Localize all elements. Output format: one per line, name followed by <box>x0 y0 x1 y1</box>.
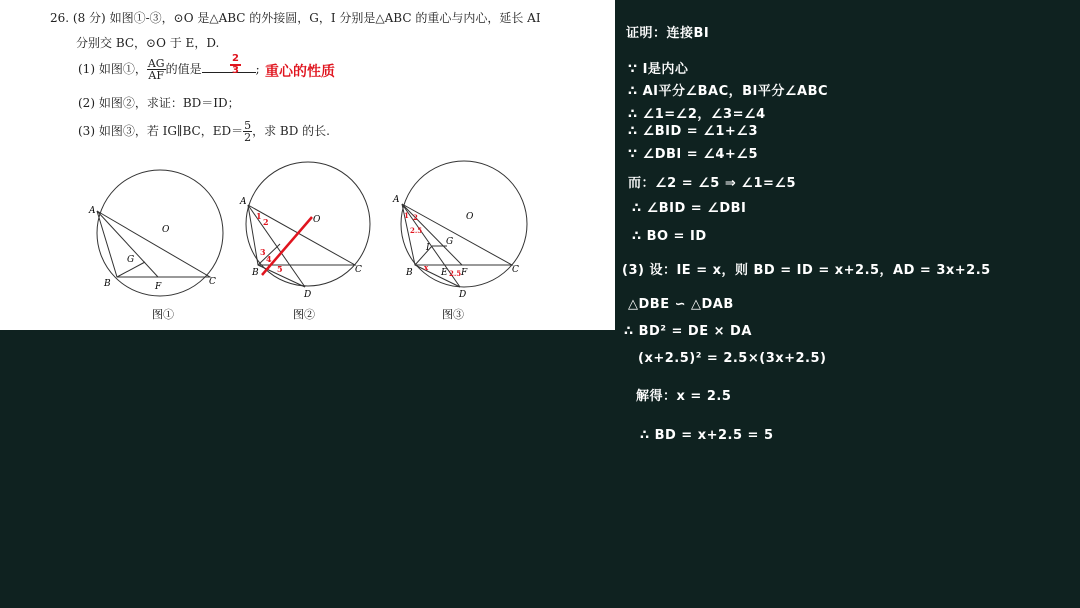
part-3-suffix: ，求 BD 的长. <box>252 124 330 138</box>
fig3-angle-2: 2 <box>413 213 418 222</box>
fig3-label-O: O <box>466 212 474 222</box>
part-1-prefix: (1) 如图①， <box>78 62 147 76</box>
answer-note: 重心的性质 <box>265 64 335 80</box>
answer-frac-den: 3 <box>232 65 239 76</box>
fig3-label-B: B <box>406 268 413 278</box>
fig2-label-C: C <box>355 265 362 275</box>
fig1-triangle <box>97 211 210 277</box>
fig2-angle-3: 3 <box>260 247 266 257</box>
fig1-label-F: F <box>155 282 162 292</box>
fig2-red-line <box>262 217 312 275</box>
fig1-label-G: G <box>127 255 135 265</box>
question-paper <box>0 0 615 330</box>
fig3-caption: 图③ <box>442 308 464 321</box>
fig1-caption: 图① <box>152 308 174 321</box>
fig2-angle-4: 4 <box>266 254 272 264</box>
fig3-label-E: E <box>441 268 448 278</box>
fig2-label-B: B <box>252 268 259 278</box>
part-1-frac-num: AG <box>147 57 165 70</box>
solution-line-4: ∴ ∠1=∠2，∠3=∠4 <box>628 107 766 122</box>
fig1-label-O: O <box>162 225 170 235</box>
solution-line-10: (3) 设：IE = x，则 BD = ID = x+2.5，AD = 3x+2.5 <box>622 263 991 278</box>
part-3-frac-num: 5 <box>244 119 252 132</box>
fig3-label-A: A <box>393 195 400 205</box>
fig3-mark-ed: 2.5 <box>449 269 462 278</box>
solution-line-3: ∴ AI平分∠BAC，BI平分∠ABC <box>628 84 829 99</box>
fig3-mark-25: 2.5 <box>410 226 423 235</box>
part-1-suffix: 的值是 <box>165 62 202 76</box>
solution-line-7: 而：∠2 = ∠5 ⇒ ∠1=∠5 <box>628 176 797 191</box>
figure-3 <box>392 161 527 300</box>
solution-line-14: 解得：x = 2.5 <box>636 389 732 404</box>
fig3-label-F: F <box>461 268 468 278</box>
fig1-label-B: B <box>104 279 111 289</box>
solution-line-12: ∴ BD² = DE × DA <box>624 324 752 339</box>
answer-frac-num: 2 <box>232 53 239 64</box>
question-text-1: 如图①-③，⊙O 是△ABC 的外接圆，G，I 分别是△ABC 的重心与内心，延长 AI <box>109 11 541 25</box>
solution-line-11: △DBE ∽ △DAB <box>628 297 734 312</box>
solution-line-9: ∴ BO = ID <box>632 229 707 244</box>
figure-1 <box>88 170 223 296</box>
question-text-2: 分别交 BC，⊙O 于 E，D. <box>76 36 220 50</box>
fig2-label-D: D <box>304 290 312 300</box>
question-number: 26. <box>50 11 70 25</box>
solution-line-6: ∵ ∠DBI = ∠4+∠5 <box>628 147 758 162</box>
solution-line-1: 证明：连接BI <box>626 26 710 41</box>
part-3-frac-den: 2 <box>244 131 252 144</box>
fig3-angle-1: 1 <box>404 211 409 220</box>
fig3-label-G: G <box>446 237 454 247</box>
part-3-prefix: (3) 如图③，若 IG∥BC，ED＝ <box>78 124 244 138</box>
fig2-label-O: O <box>313 215 321 225</box>
fig2-angle-1: 1 <box>256 211 262 221</box>
fig2-caption: 图② <box>293 308 315 321</box>
figure-2 <box>239 162 370 300</box>
fig2-label-A: A <box>240 197 247 207</box>
part-1-end: ; <box>255 62 260 76</box>
question-points: (8 分) <box>72 11 106 25</box>
fig2-angle-5: 5 <box>277 264 283 274</box>
fig1-label-A: A <box>89 206 96 216</box>
part-2: (2) 如图②，求证：BD＝ID； <box>78 96 240 110</box>
fig3-label-I: I <box>426 243 430 253</box>
fig3-label-D: D <box>459 290 467 300</box>
fig1-label-C: C <box>209 277 216 287</box>
part-1-frac-den: AF <box>148 69 164 82</box>
fig3-mark-x: x <box>424 263 429 272</box>
solution-line-13: (x+2.5)² = 2.5×(3x+2.5) <box>638 351 827 366</box>
fig3-label-C: C <box>512 265 519 275</box>
solution-line-15: ∴ BD = x+2.5 = 5 <box>640 428 774 443</box>
solution-line-5: ∴ ∠BID = ∠1+∠3 <box>628 124 758 139</box>
fig1-median <box>97 211 158 277</box>
solution-line-2: ∵ I是内心 <box>628 62 689 77</box>
fig2-angle-2: 2 <box>263 217 269 227</box>
geometry-figures <box>0 0 615 330</box>
solution-line-8: ∴ ∠BID = ∠DBI <box>632 201 747 216</box>
